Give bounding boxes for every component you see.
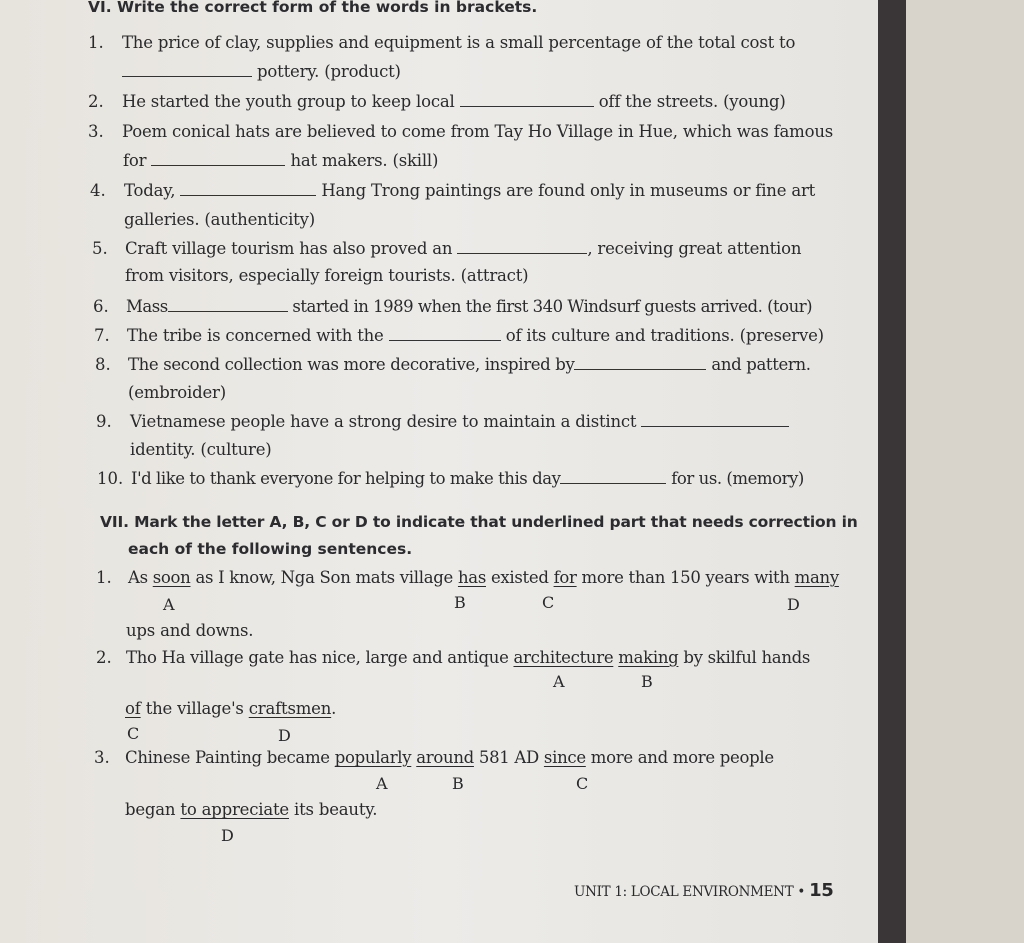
section-7-heading-line2: each of the following sentences. <box>128 540 413 558</box>
item-number: 9. <box>96 412 112 431</box>
section-6-heading: VI. Write the correct form of the words in brackets. <box>88 0 538 16</box>
question-text: Chinese Painting became popularly around 581 AD since more and more people <box>125 748 774 767</box>
option-letter-a[interactable]: A <box>553 672 565 691</box>
option-letter-c[interactable]: C <box>127 724 140 743</box>
option-letter-a[interactable]: A <box>163 595 175 614</box>
question-number: 1. <box>96 568 112 587</box>
answer-blank[interactable] <box>389 326 501 341</box>
item-number: 3. <box>88 122 104 141</box>
item-number: 7. <box>94 326 110 345</box>
answer-blank[interactable] <box>180 181 316 196</box>
question-text: As soon as I know, Nga Son mats village has existed for more than 150 years with many <box>128 568 839 587</box>
option-letter-a[interactable]: A <box>376 774 388 793</box>
option-letter-c[interactable]: C <box>542 593 555 612</box>
answer-blank[interactable] <box>168 297 288 312</box>
item-text: He started the youth group to keep local off the streets. (young) <box>122 92 786 111</box>
question-text: of the village's craftsmen. <box>125 699 337 718</box>
page-footer <box>574 880 834 901</box>
item-number: 2. <box>88 92 104 111</box>
item-text: The tribe is concerned with the of its culture and traditions. (preserve) <box>127 326 824 345</box>
question-text: Tho Ha village gate has nice, large and antique architecture making by skilful hands <box>126 648 811 667</box>
item-number: 1. <box>88 33 104 52</box>
item-text: pottery. (product) <box>122 62 401 81</box>
option-letter-b[interactable]: B <box>641 672 653 691</box>
item-text: from visitors, especially foreign tourists. (attract) <box>125 266 529 285</box>
item-text: The second collection was more decorative, inspired by and pattern. <box>128 355 811 374</box>
question-number: 3. <box>94 748 110 767</box>
item-text: identity. (culture) <box>130 440 272 459</box>
question-number: 2. <box>96 648 112 667</box>
option-letter-b[interactable]: B <box>454 593 466 612</box>
item-number: 8. <box>95 355 111 374</box>
item-text: for hat makers. (skill) <box>123 151 439 170</box>
item-number: 10. <box>97 469 124 488</box>
answer-blank[interactable] <box>122 62 252 77</box>
item-text: (embroider) <box>128 383 226 402</box>
option-letter-d[interactable]: D <box>278 726 291 745</box>
unit-label: UNIT 1: LOCAL ENVIRONMENT • <box>574 884 806 900</box>
item-text: Vietnamese people have a strong desire to maintain a distinct <box>130 412 789 431</box>
item-text: The price of clay, supplies and equipment is a small percentage of the total cost to <box>122 33 796 52</box>
answer-blank[interactable] <box>641 412 789 427</box>
item-text: galleries. (authenticity) <box>124 210 315 229</box>
option-letter-d[interactable]: D <box>221 826 234 845</box>
item-number: 6. <box>93 297 109 316</box>
item-text: Today, Hang Trong paintings are found only in museums or fine art <box>124 181 816 200</box>
option-letter-d[interactable]: D <box>787 595 800 614</box>
item-number: 5. <box>92 239 108 258</box>
section-7-heading: VII. Mark the letter A, B, C or D to indicate that underlined part that needs correction in <box>100 513 858 531</box>
answer-blank[interactable] <box>574 355 706 370</box>
answer-blank[interactable] <box>560 469 666 484</box>
page-edge-bar <box>878 0 906 943</box>
background-table <box>905 0 1024 943</box>
question-text: ups and downs. <box>126 621 254 640</box>
question-text: began to appreciate its beauty. <box>125 800 378 819</box>
item-text: Mass started in 1989 when the first 340 Windsurf guests arrived. (tour) <box>126 297 813 316</box>
item-text: I'd like to thank everyone for helping to make this day for us. (memory) <box>131 469 804 488</box>
option-letter-b[interactable]: B <box>452 774 464 793</box>
item-text: Poem conical hats are believed to come from Tay Ho Village in Hue, which was famous <box>122 122 834 141</box>
answer-blank[interactable] <box>457 239 587 254</box>
item-number: 4. <box>90 181 106 200</box>
page-number: 15 <box>809 880 834 901</box>
answer-blank[interactable] <box>151 151 285 166</box>
item-text: Craft village tourism has also proved an , receiving great attention <box>125 239 802 258</box>
option-letter-c[interactable]: C <box>576 774 589 793</box>
answer-blank[interactable] <box>460 92 594 107</box>
